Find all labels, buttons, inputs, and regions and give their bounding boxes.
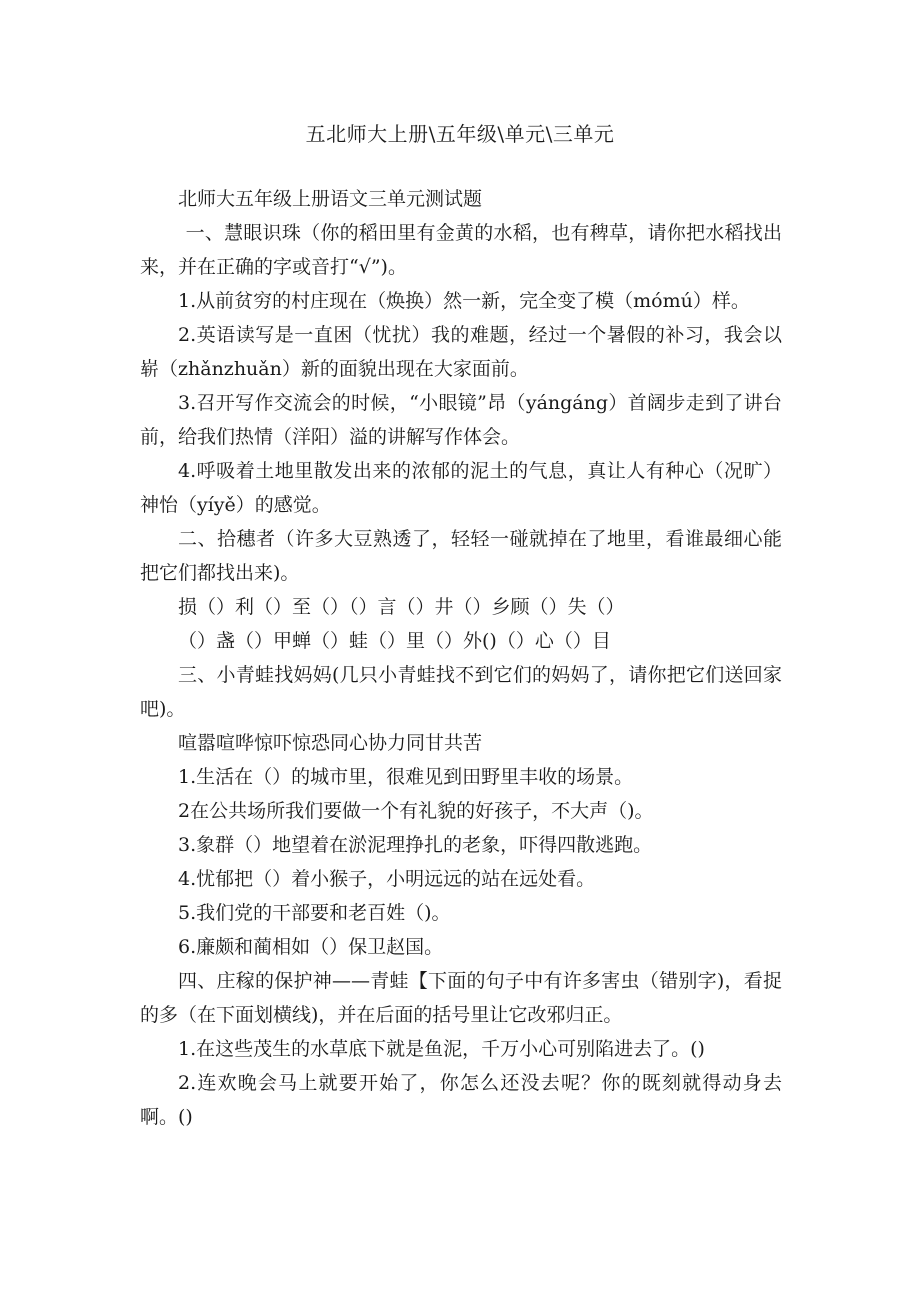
question-3-4: 4.忧郁把（）着小猴子，小明远远的站在远处看。	[178, 868, 596, 890]
fill-blank-row-1: 损（）利（）至（）（）言（）井（）乡顾（）失（）	[178, 596, 625, 618]
document-body	[140, 182, 782, 1134]
question-3-3: 3.象群（）地望着在淤泥理挣扎的老象，吓得四散逃跑。	[178, 834, 653, 856]
section-4-instruction: 四、庄稼的保护神——青蛙【下面的句子中有许多害虫（错别字)，看捉的多（在下面划横线)，并在后面的括号里让它改邪归正。	[140, 970, 782, 1026]
question-3-2: 2在公共场所我们要做一个有礼貌的好孩子，不大声（)。	[178, 800, 654, 822]
page-title: 五北师大上册\五年级\单元\三单元	[305, 122, 615, 146]
section-3-instruction: 三、小青蛙找妈妈(几只小青蛙找不到它们的妈妈了，请你把它们送回家吧)。	[140, 664, 782, 720]
question-3-6: 6.廉颇和蔺相如（）保卫赵国。	[178, 936, 444, 958]
question-3-5: 5.我们党的干部要和老百姓（)。	[178, 902, 451, 924]
question-1-2: 2.英语读写是一直困（忧扰）我的难题，经过一个暑假的补习，我会以崭（zhǎnzhuǎn）新的面貌出现在大家面前。	[140, 324, 782, 380]
question-4-2: 2.连欢晚会马上就要开始了，你怎么还没去呢？你的既刻就得动身去啊。()	[140, 1072, 782, 1128]
question-1-3: 3.召开写作交流会的时候，“小眼镜”昂（yángáng）首阔步走到了讲台前，给我们热情（洋阳）溢的讲解写作体会。	[140, 392, 782, 448]
section-1-instruction: 一、慧眼识珠（你的稻田里有金黄的水稻，也有稗草，请你把水稻找出来，并在正确的字或音打“√”)。	[140, 222, 782, 278]
section-2-instruction: 二、拾穗者（许多大豆熟透了，轻轻一碰就掉在了地里，看谁最细心能把它们都找出来)。	[140, 528, 782, 584]
word-bank: 喧嚣喧哗惊吓惊恐同心协力同甘共苦	[178, 732, 483, 754]
question-3-1: 1.生活在（）的城市里，很难见到田野里丰收的场景。	[178, 766, 634, 788]
question-1-4: 4.呼吸着土地里散发出来的浓郁的泥土的气息，真让人有种心（况旷）神怡（yíyě）的感觉。	[140, 460, 782, 516]
fill-blank-row-2: （）盏（）甲蝉（）蛙（）里（）外()（）心（）目	[178, 630, 611, 652]
question-1-1: 1.从前贫穷的村庄现在（焕换）然一新，完全变了模（mómú）样。	[178, 290, 750, 312]
question-4-1: 1.在这些茂生的水草底下就是鱼泥，千万小心可别陷进去了。()	[178, 1038, 705, 1060]
test-title: 北师大五年级上册语文三单元测试题	[178, 188, 483, 210]
